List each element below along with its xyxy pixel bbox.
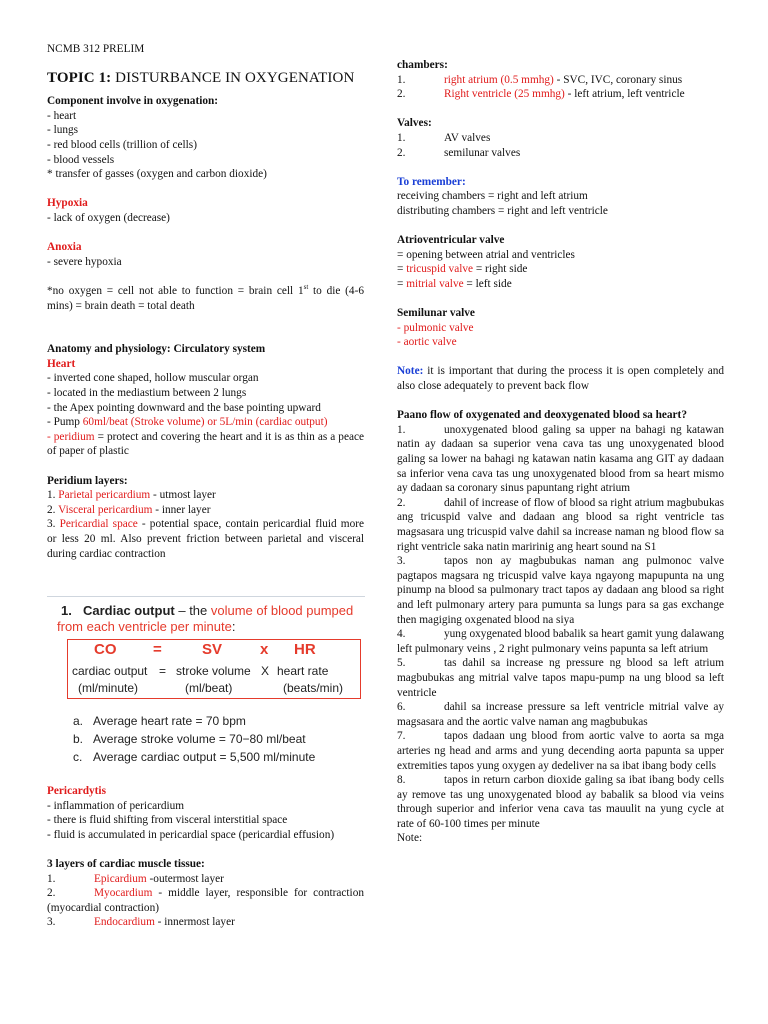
peridium-line	[47, 430, 364, 459]
formula-box	[67, 639, 361, 699]
peridium-layers-heading: Peridium layers:	[47, 474, 128, 487]
flow-step: 1. unoxygenated blood galing sa upper na bahagi ng katawan natin ay dadaan sa superior vena cava tas ung unoxygenated blood galing sa lower na bahagi ng katawan natin kasama ang GIT ay dadaan sa inferior vena cava tas ung unoxygenated blood from sa heart mismo ay dadaan sa coronary sinus papuntang right atrium	[397, 423, 724, 495]
list-item: - blood vessels	[47, 153, 115, 166]
list-item: distributing chambers = right and left ventricle	[397, 204, 608, 217]
co-unit: (ml/minute)	[78, 681, 139, 695]
list-item: - the Apex pointing downward and the base pointing upward	[47, 401, 321, 414]
av-valve-heading: Atrioventricular valve	[397, 234, 505, 247]
peridium-desc: = protect and covering the heart and it is as thin as a peace of paper of plastic	[47, 430, 364, 458]
peridium-term: - peridium	[47, 430, 95, 443]
flow-heading: Paano flow of oxygenated and deoxygenated blood sa heart?	[397, 409, 687, 422]
figure-title: 1. Cardiac output – the volume of blood pumped from each ventricle per minute:	[57, 603, 354, 634]
list-item: - inverted cone shaped, hollow muscular organ	[47, 372, 259, 385]
list-item: receiving chambers = right and left atrium	[397, 190, 588, 203]
list-item: * transfer of gasses (oxygen and carbon dioxide)	[47, 168, 267, 181]
list-item: = mitrial valve = left side	[397, 277, 512, 290]
list-item: - there is fluid shifting from visceral interstitial space	[47, 814, 288, 827]
times-label: X	[261, 664, 270, 678]
list-item: - heart	[47, 109, 77, 122]
no-oxygen-sup: st	[303, 283, 309, 292]
list-item: 1. Parietal pericardium - utmost layer	[47, 489, 216, 502]
muscle-layers-heading: 3 layers of cardiac muscle tissue:	[47, 857, 205, 870]
document-header: NCMB 312 PRELIM	[47, 43, 145, 55]
left-column-lower	[47, 784, 364, 930]
list-item: 2. Myocardium - middle layer, responsible for contraction (myocardial contraction)	[47, 887, 364, 914]
list-item: - located in the mediastium between 2 lungs	[47, 387, 247, 400]
remember-heading: To remember:	[397, 175, 466, 188]
flow-step: 6. dahil sa increase pressure sa left ventricle mitrial valve ay magsasara and the aortic valve naman ang magbubukas	[397, 701, 724, 728]
flow-step: 8. tapos in return carbon dioxide galing sa ibat ibang body cells ay remove tas ung unoxygenated blood ay babalik sa blood via veins through superior and inferior vena cava tas mauulit na yung cycle at rate of 60-100 times per minute	[397, 774, 724, 830]
cardiac-output-figure	[47, 592, 365, 775]
hr-label: heart rate	[277, 664, 329, 678]
equals-symbol: =	[153, 641, 162, 658]
list-item: 2. semilunar valves	[397, 146, 521, 159]
flow-step: 5. tas dahil sa increase ng pressure ng blood sa left atrium magbubukas ang mitrial valve tapos mapu-pump na ung blood sa left ventricle	[397, 657, 724, 699]
list-item: - aortic valve	[397, 336, 457, 349]
semilunar-heading: Semilunar valve	[397, 307, 475, 320]
hr-unit: (beats/min)	[283, 681, 344, 695]
avg-item: c. Average cardiac output = 5,500 ml/minute	[73, 750, 316, 764]
list-item: - inflammation of pericardium	[47, 799, 185, 812]
pericardytis-heading: Pericardytis	[47, 785, 106, 797]
flow-note: Note:	[397, 832, 423, 845]
no-oxygen-post: to die (4-6 mins) = brain death = total death	[47, 284, 364, 312]
heart-heading: Heart	[47, 357, 76, 370]
anatomy-heading: Anatomy and physiology: Circulatory system	[47, 343, 266, 356]
sv-symbol: SV	[202, 641, 223, 658]
topic-title	[47, 71, 364, 86]
list-item: - pulmonic valve	[397, 321, 474, 334]
right-column	[397, 58, 724, 846]
anoxia-desc: - severe hypoxia	[47, 255, 122, 268]
pump-values: 60ml/beat (Stroke volume) or 5L/min (cardiac output)	[82, 416, 328, 429]
list-item: - lungs	[47, 124, 79, 137]
chambers-heading: chambers:	[397, 59, 448, 71]
list-item: 1. AV valves	[397, 131, 491, 144]
flow-step: 4. yung oxygenated blood babalik sa heart gamit yung dalawang left pulmonary veins , 2 right pulmonary veins papunta sa left atrium	[397, 628, 724, 655]
topic-text: DISTURBANCE IN OXYGENATION	[111, 69, 355, 86]
left-column	[47, 42, 364, 561]
sv-label: stroke volume	[176, 664, 251, 678]
co-symbol: CO	[94, 641, 117, 658]
flow-step: 2. dahil of increase of flow of blood sa right atrium magbubukas ang tricuspid valve and dadaan ang blood sa right ventricle tas magsasara ung tricuspid valve dahil sa increase naman ng blood flow sa right ventricle saka natin maririnig ang heart sound na S1	[397, 496, 724, 553]
times-symbol: x	[260, 641, 269, 658]
avg-item: a. Average heart rate = 70 bpm	[73, 714, 246, 728]
valves-heading: Valves:	[397, 117, 432, 130]
anoxia-heading: Anoxia	[47, 241, 82, 254]
list-item: 1. Epicardium -outermost layer	[47, 872, 224, 885]
list-item: 1. right atrium (0.5 mmhg) - SVC, IVC, coronary sinus	[397, 73, 683, 86]
hypoxia-desc: - lack of oxygen (decrease)	[47, 211, 170, 224]
figure-divider	[47, 596, 365, 597]
list-item: 3. Endocardium - innermost layer	[47, 916, 235, 929]
note-paragraph	[397, 364, 724, 393]
flow-step: 3. tapos non ay magbubukas naman ang pulmonoc valve pagtapos magsara ng tricuspid valve kaya ngayong mapupunta na ung pinump na blood sa pulmonary tract tapos ay dadaan ang blood sa right and left pulmonary artery para pumunta sa lungs para sa gas exchange then magiging oxgenated blood na siya	[397, 555, 724, 626]
list-item: 2. Visceral pericardium - inner layer	[47, 503, 211, 516]
no-oxygen-note	[47, 284, 364, 313]
no-oxygen-pre: *no oxygen = cell not able to function = brain cell 1	[47, 284, 304, 297]
list-item: = tricuspid valve = right side	[397, 263, 528, 276]
list-item: - fluid is accumulated in pericardial space (pericardial effusion)	[47, 828, 335, 841]
pump-pre: - Pump	[47, 416, 83, 429]
note-text: it is important that during the process it is open completely and also close adequately to prevent back flow	[397, 365, 724, 393]
list-item: = opening between atrial and ventricles	[397, 248, 575, 261]
list-item: - red blood cells (trillion of cells)	[47, 138, 197, 151]
list-item: 2. Right ventricle (25 mmhg) - left atrium, left ventricle	[397, 88, 685, 101]
pump-line	[47, 415, 364, 430]
topic-prefix: TOPIC 1:	[47, 69, 112, 86]
list-item: 3. Pericardial space - potential space, contain pericardial fluid more or less 20 ml. Also prevent friction between parietal and visceral during cardiac contraction	[47, 518, 365, 560]
avg-item: b. Average stroke volume = 70−80 ml/beat	[73, 732, 306, 746]
note-label: Note:	[397, 365, 424, 378]
hypoxia-heading: Hypoxia	[47, 197, 88, 210]
flow-step: 7. tapos dadaan ung blood from aortic valve to aorta sa mga arteries ng head and arms and yung decending aorta papunta sa upper extremities tapos yung oxygen ay dedeliver na sa ibat ibang body cells	[397, 730, 724, 772]
sv-unit: (ml/beat)	[185, 681, 233, 695]
co-label: cardiac output	[72, 664, 148, 678]
hr-symbol: HR	[294, 641, 316, 658]
equals-label: =	[159, 664, 167, 678]
components-heading: Component involve in oxygenation:	[47, 95, 219, 108]
